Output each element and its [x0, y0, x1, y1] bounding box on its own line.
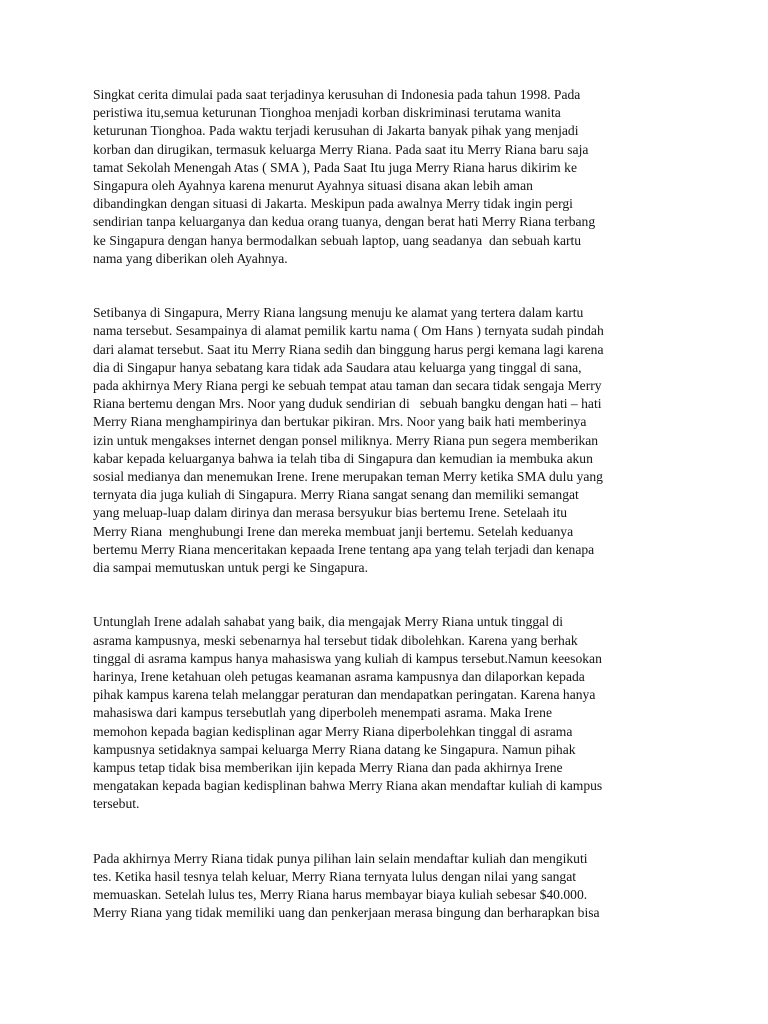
text-line: sosial medianya dan menemukan Irene. Irene merupakan teman Merry ketika SMA dulu yang	[93, 468, 603, 484]
text-line: Untunglah Irene adalah sahabat yang baik, dia mengajak Merry Riana untuk tinggal di	[93, 614, 563, 630]
text-line: mengatakan kepada bagian kedisplinan bahwa Merry Riana akan mendaftar kuliah di kampus	[93, 778, 603, 794]
text-line: dia di Singapur hanya sebatang kara tidak ada Saudara atau keluarga yang tinggal di sana,	[93, 359, 582, 375]
text-line: kampus tetap tidak bisa memberikan ijin kepada Merry Riana dan pada akhirnya Irene	[93, 759, 563, 775]
text-line: ke Singapura dengan hanya bermodalkan sebuah laptop, uang seadanya dan sebuah kartu	[93, 232, 582, 248]
text-line: korban dan dirugikan, termasuk keluarga Merry Riana. Pada saat itu Merry Riana baru saja	[93, 141, 589, 157]
paragraph-4	[93, 850, 693, 923]
text-line: Singapura oleh Ayahnya karena menurut Ayahnya situasi disana akan lebih aman	[93, 177, 533, 193]
text-line: Riana bertemu dengan Mrs. Noor yang duduk sendirian di sebuah bangku dengan hati – hati	[93, 396, 602, 412]
text-line: tersebut.	[93, 796, 140, 812]
text-line: mahasiswa dari kampus tersebutlah yang diperboleh menempati asrama. Maka Irene	[93, 705, 553, 721]
document-body	[93, 86, 693, 923]
text-line: sendirian tanpa keluarganya dan kedua orang tuanya, dengan berat hati Merry Riana terbang	[93, 214, 596, 230]
text-line: peristiwa itu,semua keturunan Tionghoa menjadi korban diskriminasi terutama wanita	[93, 105, 561, 121]
text-line: Singkat cerita dimulai pada saat terjadinya kerusuhan di Indonesia pada tahun 1998. Pada	[93, 87, 581, 102]
text-line: ternyata dia juga kuliah di Singapura. Merry Riana sangat senang dan memiliki semangat	[93, 487, 579, 503]
text-line: izin untuk mengakses internet dengan ponsel miliknya. Merry Riana pun segera memberikan	[93, 432, 599, 448]
paragraph-1	[93, 86, 693, 268]
text-line: dibandingkan dengan situasi di Jakarta. Meskipun pada awalnya Merry tidak ingin pergi	[93, 196, 573, 212]
text-line: Merry Riana menghubungi Irene dan mereka membuat janji bertemu. Setelah keduanya	[93, 523, 574, 539]
text-line: pada akhirnya Mery Riana pergi ke sebuah tempat atau taman dan secara tidak sengaja Merry	[93, 378, 602, 394]
text-line: Merry Riana menghampirinya dan bertukar pikiran. Mrs. Noor yang baik hati memberinya	[93, 414, 587, 430]
text-line: nama tersebut. Sesampainya di alamat pemilik kartu nama ( Om Hans ) ternyata sudah pindah	[93, 323, 604, 339]
text-line: asrama kampusnya, meski sebenarnya hal tersebut tidak dibolehkan. Karena yang berhak	[93, 632, 578, 648]
text-line: Merry Riana yang tidak memiliki uang dan penkerjaan merasa bingung dan berharapkan bisa	[93, 905, 600, 921]
text-line: Setibanya di Singapura, Merry Riana langsung menuju ke alamat yang tertera dalam kartu	[93, 305, 584, 321]
text-line: memuaskan. Setelah lulus tes, Merry Riana harus membayar biaya kuliah sebesar $40.000.	[93, 887, 588, 903]
text-line: keturunan Tionghoa. Pada waktu terjadi kerusuhan di Jakarta banyak pihak yang menjadi	[93, 123, 579, 139]
text-line: tinggal di asrama kampus hanya mahasiswa yang kuliah di kampus tersebut.Namun keesokan	[93, 650, 602, 666]
text-line: dia sampai memutuskan untuk pergi ke Singapura.	[93, 559, 368, 575]
text-line: Pada akhirnya Merry Riana tidak punya pilihan lain selain mendaftar kuliah dan mengikuti	[93, 850, 588, 866]
text-line: tes. Ketika hasil tesnya telah keluar, Merry Riana ternyata lulus dengan nilai yang sangat	[93, 869, 577, 885]
text-line: harinya, Irene ketahuan oleh petugas keamanan asrama kampusnya dan dilaporkan kepada	[93, 669, 585, 685]
text-line: kampusnya setidaknya sampai keluarga Merry Riana datang ke Singapura. Namun pihak	[93, 741, 576, 757]
text-line: bertemu Merry Riana menceritakan kepaada Irene tentang apa yang telah terjadi dan kenapa	[93, 541, 595, 557]
text-line: pihak kampus karena telah melanggar peraturan dan mendapatkan peringatan. Karena hanya	[93, 687, 596, 703]
paragraph-3	[93, 613, 693, 813]
text-line: kabar kepada keluarganya bahwa ia telah tiba di Singapura dan kemudian ia membuka akun	[93, 450, 593, 466]
text-line: memohon kepada bagian kedisplinan agar Merry Riana diperbolehkan tinggal di asrama	[93, 723, 573, 739]
text-line: nama yang diberikan oleh Ayahnya.	[93, 250, 288, 266]
text-line: yang meluap-luap dalam dirinya dan merasa bersyukur bias bertemu Irene. Setelaah itu	[93, 505, 568, 521]
text-line: dari alamat tersebut. Saat itu Merry Riana sedih dan binggung harus pergi kemana lagi karena	[93, 341, 604, 357]
text-line: tamat Sekolah Menengah Atas ( SMA ), Pada Saat Itu juga Merry Riana harus dikirim ke	[93, 159, 577, 175]
paragraph-2	[93, 304, 693, 577]
